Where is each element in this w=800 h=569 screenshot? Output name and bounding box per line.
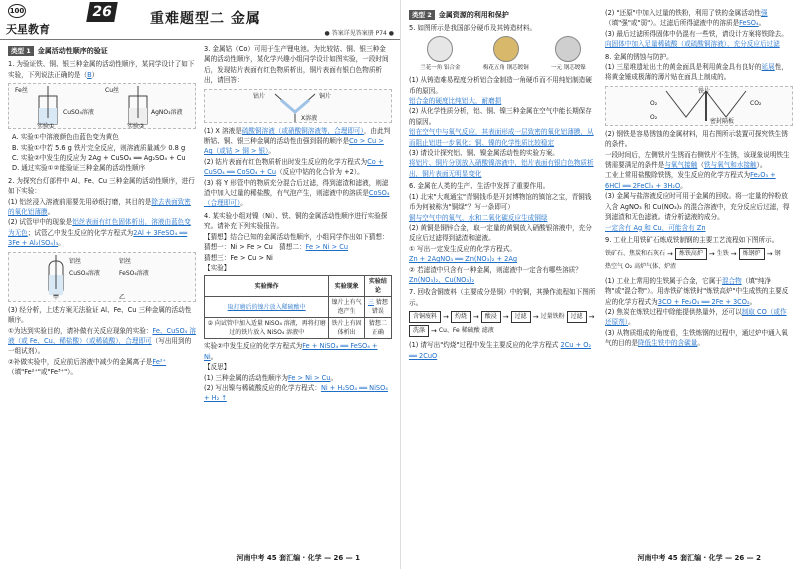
q2-s2b-answer: 2Al + 3FeSO₄ ══ 3Fe + Al₂(SO₄)₃	[8, 228, 188, 248]
q8-part-2: (2) 钢铁是容易锈蚀的金属材料，用右图所示装置可探究铁生锈的条件。	[605, 129, 788, 149]
page-title: 重难题型二 金属	[150, 11, 261, 27]
flow-node: 过滤	[567, 311, 587, 323]
q8-s1-text: (1) 三星堆遗址出土的黄金面具是利用黄金具有良好的	[605, 63, 762, 72]
q2-s3b-answer: Fe²⁺	[152, 357, 167, 366]
arrow-icon: →	[766, 250, 773, 259]
q4-r2-answer: Ni + H₂SO₄ ══ NiSO₄ + H₂ ↑	[204, 383, 388, 403]
q2-s2b-text: ；试管乙中发生反应的化学方程式为	[27, 228, 134, 237]
q6-part-2a: ① 写出一定发生反应的化学方程式。	[409, 244, 516, 253]
q4-guess-intro: 【猜想】结合已知的金属活动性顺序，小组同学作出如下猜想：	[204, 232, 389, 241]
q2-fig-label-0: 铝丝	[69, 257, 82, 265]
question-7	[409, 287, 597, 361]
q1-fig-label-3: AgNO₃溶液	[151, 109, 183, 117]
q2-s3b-tail: （填"Fe²⁺"或"Fe³⁺"）。	[8, 368, 78, 377]
q8-fig-label-2: CO₂	[750, 99, 762, 107]
q5-coins	[409, 36, 597, 73]
q6-part-1: (1) 北宋"大观通宝"青铜钱币是开封博物馆的镇馆之宝，青铜钱币为何被称为"铜绿"？写一条即可）	[409, 192, 592, 212]
q9-s2-text: (2) 焦炭在炼铁过程中除能提供热量外，还可以	[605, 307, 742, 316]
q9-s3-text: (3) 从物质组成的角度看，生铁炼钢的过程中，通过炉中通入氧气的目的是	[605, 328, 788, 348]
flow-input: 热空气	[605, 263, 624, 271]
question-9	[605, 235, 793, 349]
question-5	[409, 23, 597, 179]
q3-y-tube-diagram	[205, 90, 391, 124]
flow-node: 洗涤	[409, 325, 429, 337]
arrow-icon: →	[708, 250, 715, 259]
q6-s1-answer: 铜与空气中的氧气、水和二氧化碳反应生成铜绿	[409, 213, 548, 222]
q6-part-2: (2) 黄铜是铜锌合金，取一定量的黄铜放入硝酸银溶液中，充分反应后过滤得到滤渣和滤液。	[409, 223, 592, 243]
q2-fig-label-2: 甲	[53, 293, 60, 301]
q3-fig-label-1: 铜片	[319, 92, 332, 100]
coin-icon	[493, 36, 519, 62]
question-6	[409, 181, 597, 285]
table-cell: 镍片上有气泡产生	[329, 297, 364, 318]
q4-equation: 实验②中发生反应的化学方程式为Fe + NiSO₄ ══ FeSO₄ + Ni。	[204, 342, 378, 361]
left-footer-text: 河南中考 45 套汇编 · 化学 — 26 — 1	[236, 554, 360, 562]
q2-fig-label-5: 乙	[119, 293, 126, 301]
q7-s3-answer: 向固体中加入足量稀硫酸（或硫酸铜溶液），充分反应后过滤	[605, 40, 780, 49]
question-1	[8, 59, 196, 173]
q8-s4-answer: 一定含有 Ag 和 Cu，可能含有 Zn	[605, 223, 706, 232]
table-cell	[205, 297, 329, 318]
flow-node: 过滤	[511, 311, 531, 323]
q2-s3b-text: ②补做实验中，反应前后溶液中减少的金属离子是	[8, 357, 153, 366]
q3-stem: 3. 金属钴（Co）可用于生产锂电池。为比较钴、铜、银三种金属的活动性顺序，某化学兴趣小组同学设计如图实验，一段时间后，发现钴片表面有红色物质析出，铜片表面有银白色物质析出，请回答：	[204, 45, 389, 85]
q7-s2-text: (2) "还原"中加入过量的铁粉，利用了铁的金属活动性	[605, 9, 761, 17]
flow-output: 钢	[774, 250, 781, 258]
left-column-2	[204, 44, 392, 406]
right-page	[400, 0, 800, 569]
q3-s3-text: (3) 将 Y 形管中的物质充分混合后过滤，得到滤渣和滤液，则滤渣中加入过量的稀盐酸，有气泡产生，则滤液中的溶质是	[204, 178, 389, 198]
table-row	[205, 297, 392, 318]
q7-part-3: (3) 最后过滤所得固体中仍混有一些铁，请设计方案将铁除去。	[605, 29, 788, 38]
q1-stem: 1. 为验证铁、铜、银三种金属的活动性顺序，某同学设计了如下实验，下列说法正确的是（	[8, 60, 195, 79]
q4-guess-2-label: 猜想二：	[279, 243, 306, 252]
arrow-icon: →	[730, 250, 737, 259]
q7-s2-answer-2: FeSO₄	[739, 19, 759, 28]
q3-s1b-text: ，由此判断钴、铜、银三种金属的活动性由强到弱的顺序是	[204, 126, 391, 146]
q5-part-3: (3) 请设计探究铝、铜、镍金属活动性的实验方案。	[409, 149, 559, 158]
flow-output: Cu、Fe	[438, 326, 460, 334]
q1-fig-label-0: Fe丝	[15, 87, 28, 95]
q7-s1-text: (1) 请写出"灼烧"过程中发生主要反应的化学方程式	[409, 341, 559, 350]
q8-part-3: 工业上常用盐酸除铁锈，发生反应的化学方程式为Fe₂O₃ + 6HCl ══ 2FeCl₃ + 3H₂O。	[605, 171, 776, 190]
q7-s1-answer: 2Cu + O₂ ══ 2CuO	[409, 341, 592, 360]
q4-guess-2-answer: Fe > Ni > Cu	[305, 243, 349, 252]
flow-reagent: 过量铁粉	[540, 312, 565, 320]
q4-reflection-2	[204, 383, 392, 404]
q8-s1-answer: 延展	[761, 63, 775, 72]
flow-node: 炼钢炉	[739, 248, 765, 260]
q8-s2-answer-2: 与氧气接触	[664, 161, 698, 170]
q6-s2a-answer: Zn + 2AgNO₃ ══ Zn(NO₃)₂ + 2Ag	[409, 255, 518, 264]
flow-node: 灼烧	[451, 311, 471, 323]
flow-reagent: 稀硫酸	[461, 326, 480, 334]
table-cell: 猜想二正确	[364, 318, 391, 339]
arrow-icon: →	[443, 312, 449, 321]
q3-s2-answer: Co + CuSO₄ ══ CoSO₄ + Cu	[204, 157, 384, 177]
q9-s1-tail: （填"纯净物"或"混合物"）。用赤铁矿炼铁时"炼铁高炉"中生成铁的主要反应的化学方程式为	[605, 276, 789, 306]
q3-part-1: (1) X 溶液是硫酸铜溶液（或硝酸铜溶液等，合理即可），由此判断钴、铜、银三种金属的活动性由强到弱的顺序是Co > Cu > Ag（或钴 > 铜 > 银）。	[204, 126, 391, 156]
q1-figure	[8, 83, 196, 129]
q1-fig-label-5: 实验②	[127, 123, 145, 131]
q1-option-d: D. 通过实验①②能验证三种金属的活动性顺序	[12, 164, 146, 173]
q8-fig-label-0: 铁片	[698, 87, 711, 95]
left-column-1	[8, 44, 196, 380]
q2-figure	[8, 252, 196, 302]
q6-part-2b: ② 若滤渣中只含有一种金属，则滤液中一定含有哪些溶质？	[409, 265, 582, 274]
arrow-icon: →	[532, 312, 539, 321]
flow-node: 含铜废料	[409, 311, 441, 323]
q4-stem: 4. 某实验小组对镍（Ni）、铁、铜的金属活动性顺序进行实验探究。请补充下列实验报告。	[204, 211, 388, 231]
coin-icon	[427, 36, 453, 62]
q8-s3-answer: Fe₂O₃ + 6HCl ══ 2FeCl₃ + 3H₂O	[605, 171, 776, 190]
q2-s2-answer: 铝丝表面有红色固体析出，溶液由蓝色变为无色	[8, 218, 191, 237]
q1-fig-label-2: Cu丝	[105, 87, 119, 95]
right-footer-text: 河南中考 45 套汇编 · 化学 — 26 — 2	[637, 554, 761, 562]
flow-input: O₂	[625, 263, 633, 271]
q4-reflection-1: (1) 三种金属的活动性顺序为Fe > Ni > Cu。	[204, 373, 338, 382]
table-header-cell: 实验操作	[205, 276, 329, 297]
q9-s1-answer: 混合物	[721, 276, 742, 285]
table-header-row	[205, 276, 392, 297]
q4-guesses	[204, 242, 392, 252]
q9-s2-answer: 制取 CO（或作还原剂）	[605, 307, 787, 327]
q9-s1-text: (1) 工业上常用的生铁属于合金，它属于	[605, 276, 722, 285]
q3-s1b-answer: Co > Cu > Ag（或钴 > 铜 > 银）	[204, 137, 384, 156]
type-1-header	[8, 46, 196, 56]
q2-part-3b	[8, 357, 196, 378]
q2-part-3: (3) 经分析，上述方案无法验证 Al、Fe、Cu 三种金属的活动性顺序。	[8, 305, 192, 325]
q2-part-1: (1) 铝丝浸入溶液前需要先用砂纸打磨，其目的是除去表面致密的氧化铝薄膜。	[8, 197, 191, 217]
arrow-icon: →	[502, 312, 509, 321]
q4-row1-conclusion-answer: 三	[367, 299, 374, 307]
q3-part-2	[204, 157, 392, 178]
coin-label: 梅花五角 钢芯镀铜	[482, 64, 529, 71]
q8-fig-label-4: 密封隔板	[710, 117, 735, 125]
q9-part-3: (3) 从物质组成的角度看，生铁炼钢的过程中，通过炉中通入氧气的目的是降低生铁中的含碳量。	[605, 328, 788, 348]
q5-stem: 5. 如图所示是我国部分硬币及其铸造材料。	[409, 24, 537, 33]
q7-s2-answer: 强	[760, 9, 768, 17]
left-header	[0, 0, 400, 40]
q2-stem: 2. 为探究台灯部件中 Al、Fe、Cu 三种金属的活动性顺序，进行如下实验：	[8, 176, 195, 196]
q9-part-2: (2) 焦炭在炼铁过程中除能提供热量外，还可以制取 CO（或作还原剂）。	[605, 307, 787, 327]
flow-input: 铁矿石、焦炭和石灰石	[605, 250, 666, 258]
q7-s2-tail: （填"强"或"弱"）。过滤后所得滤液中的溶质是	[605, 19, 740, 28]
q9-stem: 9. 工业上用铁矿石炼成铁制钢的主要工艺流程如下图所示。	[605, 235, 779, 244]
q9-part-1: (1) 工业上常用的生铁属于合金，它属于混合物（填"纯净物"或"混合物"）。用赤铁矿炼铁时"炼铁高炉"中生成铁的主要反应的化学方程式为3CO + Fe₂O₃ ══ 2Fe + 3CO₂。	[605, 276, 789, 306]
q1-option-a: A. 实验①中溶液颜色由蓝色变为黄色	[12, 133, 119, 142]
q1-option-b: B. 实验①中若 5.6 g 铁片完全反应，则溶液质量减少 0.8 g	[12, 143, 186, 152]
q4-eq-label: 实验②中发生反应的化学方程式为	[204, 342, 303, 351]
flow-node: 酸浸	[481, 311, 501, 323]
type-1-tag: 类型 1	[8, 46, 34, 56]
q2-test-tubes-diagram	[9, 253, 195, 303]
question-4	[204, 211, 392, 404]
question-7-continued	[605, 8, 793, 50]
type-2-title: 金属资源的利用和保护	[438, 11, 509, 19]
coin-one-yuan	[551, 36, 586, 73]
q2-part-2: (2) 试管甲中的现象是铝丝表面有红色固体析出，溶液由蓝色变为无色；试管乙中发生反应的化学方程式为2Al + 3FeSO₄ ══ 3Fe + Al₂(SO₄)₃。	[8, 218, 191, 248]
q6-s2b-answer: Zn(NO₃)₂、Cu(NO₃)₂	[409, 275, 475, 284]
q4-r1-text: (1) 三种金属的活动性顺序为	[204, 373, 288, 382]
q5-s2-answer: 铝在空气中与氧气反应，其表面形成一层致密的氧化铝薄膜，从而阻止铝进一步氧化；铜、镍的化学性质比较稳定	[409, 128, 594, 147]
coin-icon	[555, 36, 581, 62]
q4-reflection-title: 【反思】	[204, 363, 231, 372]
q4-exp-title: 【实验】	[204, 263, 231, 272]
q4-row1-op-answer: 取打磨后的镍片放入稀硫酸中	[227, 303, 306, 311]
q8-fig-label-3: O₂	[650, 113, 658, 121]
q5-part-2: (2) 从化学性质分析，铝、铜、镍三种金属在空气中能长期保存的原因。	[409, 107, 592, 126]
q8-figure	[605, 86, 793, 126]
q4-guess-3: 猜想三：Fe > Cu > Ni	[204, 253, 273, 262]
q2-s3a-tail: （写出用到的一组试剂）。	[8, 336, 192, 356]
flow-node: 炼铁高炉	[675, 248, 707, 260]
flow-output: 生铁	[716, 250, 729, 258]
unit-number-badge: 26	[86, 2, 118, 22]
q8-s2-answer: 铁与氧气和水接触	[703, 161, 757, 170]
q7-stem: 7. 回收含铜废料（主要成分是铜）中的铜，其操作流程如下图所示。	[409, 288, 596, 307]
q2-s1-answer: 除去表面致密的氧化铝薄膜	[8, 197, 191, 217]
q8-s3-text: 工业上常用盐酸除铁锈，发生反应的化学方程式为	[605, 171, 751, 180]
publisher-logo	[6, 4, 66, 38]
q4-eq-answer: Fe + NiSO₄ ══ FeSO₄ + Ni	[204, 342, 378, 361]
right-column-1	[409, 8, 597, 363]
q4-experiment-table	[204, 275, 392, 339]
q9-s3-answer: 降低生铁中的含碳量	[637, 339, 698, 348]
q8-part-2-more: 一段时间后，左侧铁片生锈而右侧铁片不生锈，该现象说明铁生锈需要满足的条件是与氧气接触（铁与氧气和水接触）。	[605, 150, 790, 170]
q5-s1-answer: 铝合金的硬度比纯铝大，耐磨损	[409, 97, 502, 106]
q8-fig-label-1: O₂	[650, 99, 658, 107]
q1-fig-label-4: 实验①	[37, 123, 55, 131]
table-header-cell: 实验结论	[364, 276, 391, 297]
logo-mark: 100	[8, 4, 26, 18]
q3-s3-answer: CoSO₄（合理即可）	[204, 189, 390, 208]
arrow-icon: →	[667, 250, 673, 259]
type-2-header	[409, 10, 597, 20]
q2-s3a-answer: Fe、CuSO₄ 溶液（或 Fe、Cu、稀盐酸）（或稀硫酸），合理即可	[8, 326, 196, 345]
q1-option-c: C. 实验②中发生的反应为 2Ag + CuSO₄ ══ Ag₂SO₄ + Cu	[12, 154, 186, 163]
q6-stem: 6. 金属在人类的生产、生活中发挥了重要作用。	[409, 182, 550, 191]
q1-fig-label-1: CuSO₄溶液	[63, 109, 94, 117]
flow-output: 滤液	[481, 326, 494, 334]
right-column-2	[605, 8, 793, 351]
coin-label: 兰花一角 铝合金	[420, 64, 461, 71]
q3-s1-text: (1) X 溶液是	[204, 126, 242, 135]
q2-fig-label-4: FeSO₄溶液	[119, 269, 149, 277]
q4-guess-1: 猜想一：Ni > Fe > Cu	[204, 243, 273, 252]
type-1-title: 金属活动性顺序的验证	[37, 47, 108, 55]
q5-s3-answer: 将铝片、铜片分别放入硝酸镍溶液中，铝片表面有银白色物质析出，铜片表面无明显变化	[409, 159, 594, 178]
q7-part-1	[409, 340, 597, 361]
q2-s2-text: (2) 试管甲中的现象是	[8, 218, 73, 227]
arrow-icon: →	[431, 326, 437, 335]
q5-part-1: (1) 从铸造难易程度分析铝合金制造一角硬币而不用纯铝制造硬币的原因。	[409, 76, 592, 95]
flow-output: 高炉气体、炉渣	[634, 263, 677, 271]
answer-reference: ● 答案详见答案册 P74 ●	[324, 30, 394, 37]
logo-text: 天星教育	[6, 23, 50, 36]
q3-figure	[204, 89, 392, 123]
q3-s2-text: (2) 钴片表面有红色物质析出时发生反应的化学方程式为	[204, 157, 368, 166]
q1-tail: ）	[91, 70, 99, 79]
coin-one-jiao	[420, 36, 460, 73]
q3-part-3: (3) 将 Y 形管中的物质充分混合后过滤，得到滤渣和滤液，则滤渣中加入过量的稀盐酸，有气泡产生，则滤液中的溶质是CoSO₄（合理即可）。	[204, 178, 390, 208]
q3-fig-label-0: 钴片	[253, 92, 266, 100]
q3-fig-label-2: X溶液	[301, 114, 318, 122]
q4-r1-answer: Fe > Ni > Cu	[287, 373, 331, 382]
arrow-icon: →	[588, 312, 595, 321]
q2-part-3a	[8, 326, 196, 357]
q8-part-4: (3) 金属与盐溶液反应时可用于金属的回收。将一定量的锌粉放入含 AgNO₃ 和 Cu(NO₃)₂ 的混合溶液中，充分反应后过滤，得到滤渣和无色滤液。请分析滤液的成分。	[605, 192, 790, 222]
q2-fig-label-1: CuSO₄溶液	[69, 269, 100, 277]
coin-five-jiao	[483, 36, 529, 73]
q8-s2-more-text: 一段时间后，左侧铁片生锈而右侧铁片不生锈，该现象说明铁生锈需要满足的条件是	[605, 150, 790, 170]
type-2-tag: 类型 2	[409, 10, 435, 20]
q1-answer: B	[87, 70, 92, 79]
q9-s1-answer-2: 3CO + Fe₂O₃ ══ 2Fe + 3CO₂	[657, 297, 750, 306]
q2-fig-label-3: 铝丝	[119, 257, 132, 265]
q8-stem: 8. 金属的锈蚀与防护。	[605, 52, 673, 61]
question-3	[204, 44, 392, 209]
q9-flowchart	[605, 248, 793, 272]
question-2	[8, 176, 196, 378]
q7-flowchart	[409, 311, 597, 337]
arrow-icon: →	[472, 312, 479, 321]
q4-r2-text: (2) 写出镍与稀硫酸反应的化学方程式：	[204, 383, 321, 392]
q4-row1-conclusion-text: 猜想 错误	[371, 299, 388, 316]
q8-s1-tail: 性，将黄金锤成极薄的薄片贴在面具上制成的。	[605, 63, 788, 82]
table-cell: ② 向试管中加入适量 NiSO₄ 溶液，再将打磨过的铁片放入 NiSO₄ 溶液中	[205, 318, 329, 339]
question-8	[605, 52, 793, 233]
q3-s1-answer: 硫酸铜溶液（或硝酸铜溶液等，合理即可）	[241, 126, 364, 135]
q2-s3a-text: ①为达到实验目的，请补做有关反应现象的实验：	[8, 326, 153, 335]
q8-part-1	[605, 62, 793, 83]
table-cell: 铁片上有固体析出	[329, 318, 364, 339]
table-cell	[364, 297, 391, 318]
q7-part-2: (2) "还原"中加入过量的铁粉，利用了铁的金属活动性强（填"强"或"弱"）。过滤后所得滤液中的溶质是FeSO₄。	[605, 9, 768, 28]
q3-s2-tail: （反应中钴的化合价为 +2）。	[276, 168, 364, 177]
q2-s1-text: (1) 铝丝浸入溶液前需要先用砂纸打磨，其目的是	[8, 197, 152, 206]
table-row	[205, 318, 392, 339]
coin-label: 一元 钢芯镀镍	[551, 64, 586, 71]
table-header-cell: 实验现象	[329, 276, 364, 297]
